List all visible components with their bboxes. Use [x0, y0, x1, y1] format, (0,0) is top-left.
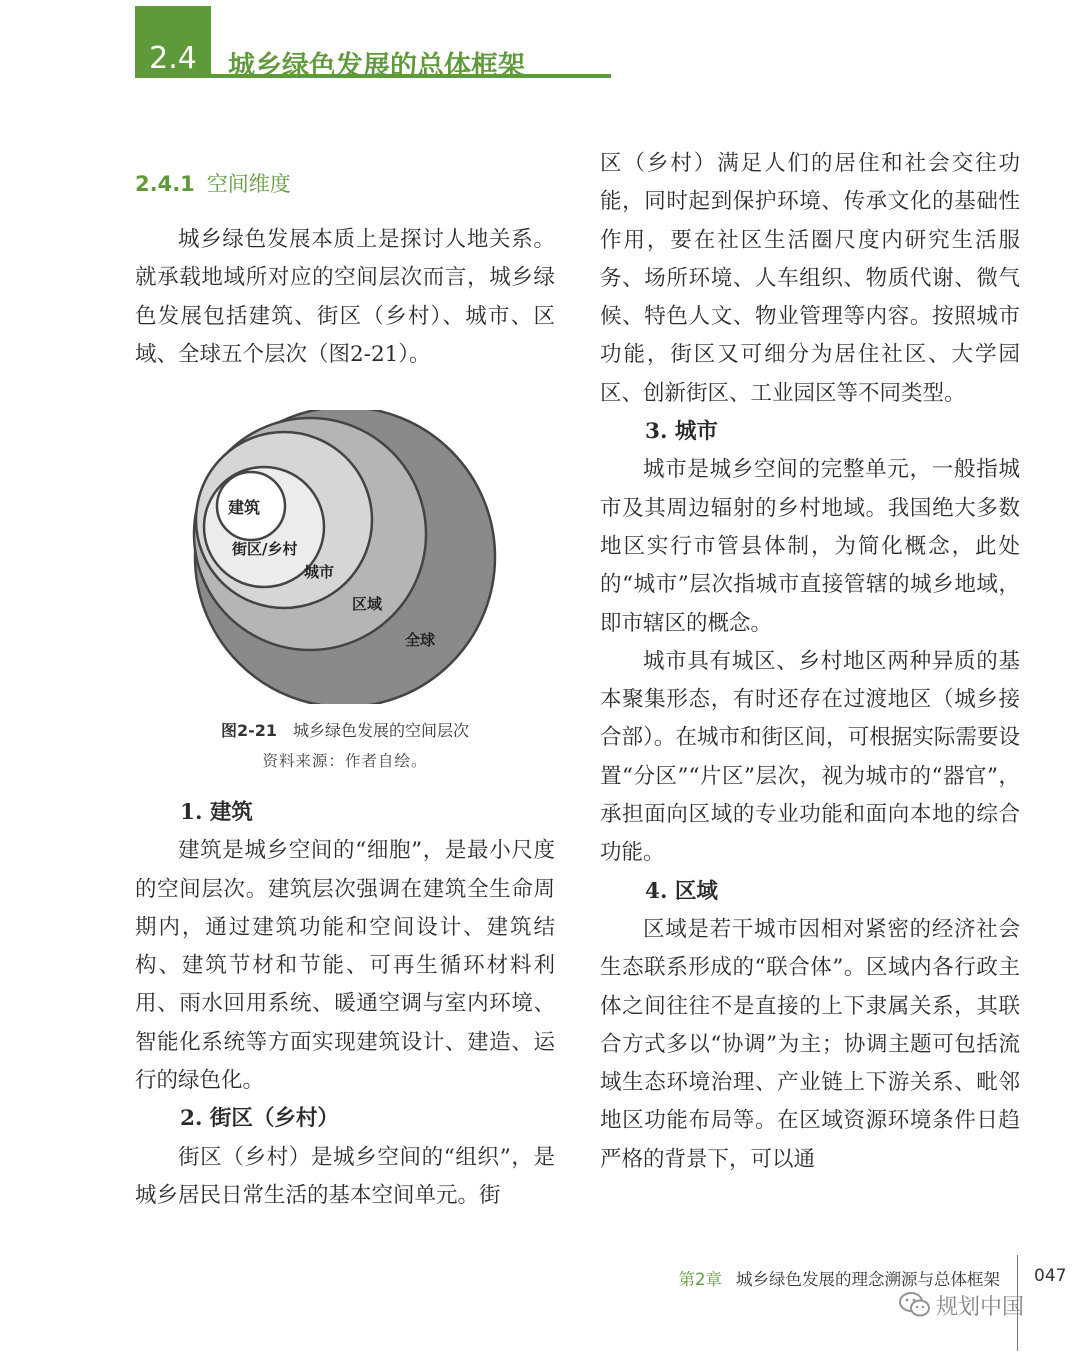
paragraph-building: 建筑是城乡空间的“细胞”，是最小尺度的空间层次。建筑层次强调在建筑全生命周期内，通过建筑功能和空间设计、建筑结构、建筑节材和节能、可再生循环材料利用、雨水回用系统、暖通空调与室内环境、智能化系统等方面实现建筑设计、建造、运行的绿色化。 [135, 838, 555, 1094]
nested-circles-diagram [192, 410, 498, 704]
label-globe: 全球 [405, 631, 436, 649]
paragraph-city-2: 城市具有城区、乡村地区两种异质的基本聚集形态，有时还存在过渡地区（城乡接合部）。在城市和街区间，可根据实际需要设置“分区”“片区”层次，视为城市的“器官”，承担面向区域的专业功能和面向本地的综合功能。 [600, 648, 1020, 866]
chapter-title: 城乡绿色发展的理念溯源与总体框架 [736, 1270, 1000, 1289]
page-title: 城乡绿色发展的总体框架 [228, 51, 525, 82]
figure-number: 图2-21 [220, 721, 278, 740]
heading-city: 3. 城市 [645, 419, 718, 445]
paragraph-block-continued: 区（乡村）满足人们的居住和社会交往功能，同时起到保护环境、传承文化的基础性作用，要在社区生活圈尺度内研究生活服务、场所环境、人车组织、物质代谢、微气候、特色人文、物业管理等内容。按照城市功能，街区又可细分为居住社区、大学园区、创新街区、工业园区等不同类型。 [600, 151, 1020, 406]
figure-title: 城乡绿色发展的空间层次 [293, 721, 470, 740]
spatial-levels-figure [192, 410, 498, 704]
left-column-lower [135, 794, 555, 1215]
subsection-number: 2.4.1 [135, 172, 195, 196]
subsection-heading [135, 168, 291, 198]
label-block: 街区/乡村 [232, 540, 298, 558]
paragraph-region: 区域是若干城市因相对紧密的经济社会生态联系形成的“联合体”。区域内各行政主体之间往往不是直接的上下隶属关系，其联合方式多以“协调”为主；协调主题可包括流域生态环境治理、产业链上下游关系、毗邻地区功能布局等。在区域资源环境条件日趋严格的背景下，可以通 [600, 916, 1020, 1172]
subsection-title: 空间维度 [206, 172, 291, 196]
label-building: 建筑 [228, 498, 261, 517]
label-city: 城市 [304, 563, 335, 581]
chapter-label: 第2章 [678, 1270, 722, 1289]
heading-block: 2. 街区（乡村） [180, 1106, 339, 1132]
paragraph-block: 街区（乡村）是城乡空间的“组织”，是城乡居民日常生活的基本空间单元。街 [135, 1144, 555, 1208]
watermark [898, 1290, 1024, 1325]
section-number-badge: 2.4 [135, 6, 211, 78]
paragraph-city-1: 城市是城乡空间的完整单元，一般指城市及其周边辐射的乡村地域。我国绝大多数地区实行市管县体制，为简化概念，此处的“城市”层次指城市直接管辖的城乡地域，即市辖区的概念。 [600, 457, 1020, 636]
figure-caption [150, 718, 540, 771]
left-column [135, 221, 555, 374]
page-number: 047 [1034, 1266, 1067, 1286]
intro-paragraph: 城乡绿色发展本质上是探讨人地关系。就承载地域所对应的空间层次而言，城乡绿色发展包括建筑、街区（乡村）、城市、区域、全球五个层次（图2-21）。 [135, 227, 555, 367]
wechat-icon [898, 1291, 932, 1325]
label-region: 区域 [352, 595, 383, 613]
figure-source: 资料来源：作者自绘。 [262, 752, 428, 770]
heading-building: 1. 建筑 [180, 800, 253, 825]
heading-region: 4. 区域 [645, 878, 718, 904]
running-footer [600, 1266, 1000, 1290]
right-column [600, 145, 1020, 1179]
watermark-text: 规划中国 [936, 1295, 1025, 1320]
